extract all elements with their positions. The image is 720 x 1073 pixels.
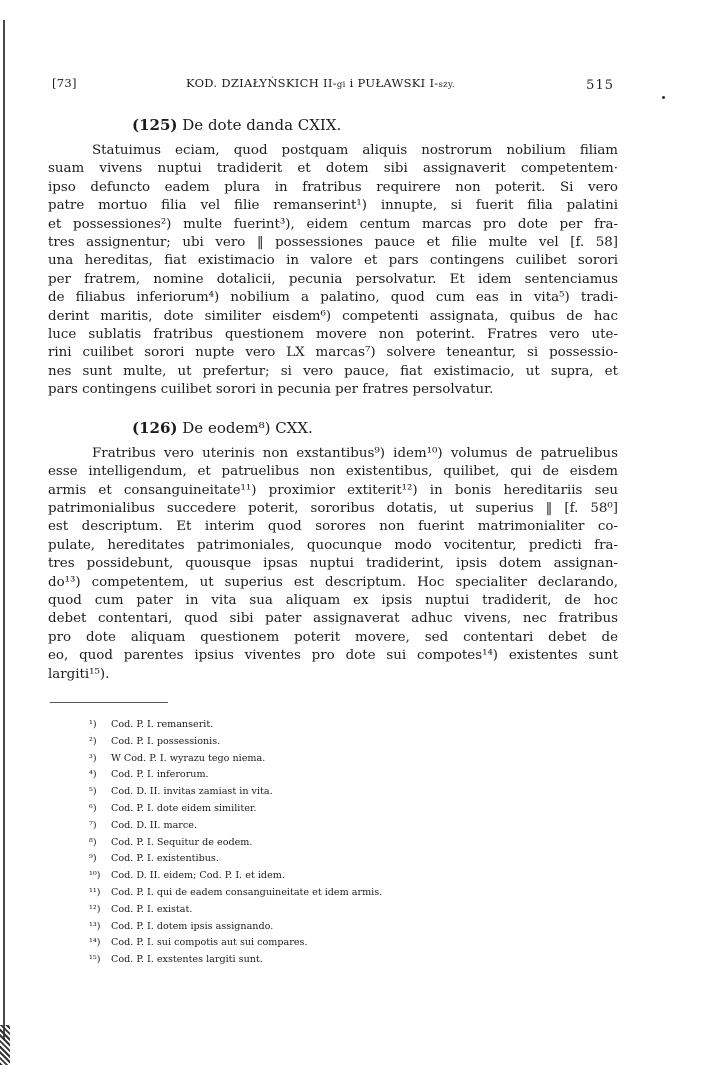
- line-text: luce sublatis fratribus questionem movere non poterint. Fratres vero ute-: [48, 327, 618, 343]
- footnote-item: [89, 851, 618, 868]
- footnote-marker: ³): [89, 752, 97, 764]
- line-text: esse intelligendum, et patruelibus non existentibus, quilibet, qui de eisdem: [48, 464, 618, 480]
- text-line: [48, 271, 618, 289]
- text-line: [48, 500, 618, 518]
- binding-mark: [0, 1025, 10, 1065]
- footnote-item: [89, 902, 618, 919]
- footnote-item: [89, 835, 618, 852]
- footnote-item: [89, 935, 618, 952]
- margin-dot: [662, 96, 665, 99]
- text-line: [48, 537, 618, 555]
- footnote-text: Cod. P. I. Sequitur de eodem.: [111, 836, 253, 848]
- text-line: [48, 518, 618, 536]
- footnote-item: [89, 952, 618, 969]
- line-text: per fratrem, nomine dotalicii, pecunia persolvatur. Et idem sentenciamus: [48, 271, 618, 287]
- line-text: quod cum pater in vita sua aliquam ex ipsis nuptui tradiderit, de hoc: [48, 592, 618, 608]
- text-line: [48, 252, 618, 270]
- line-text: armis et consanguineitate¹¹) proximior extiterit¹²) in bonis hereditariis seu: [48, 482, 618, 498]
- line-text: patre mortuo filia vel filie remanserint¹) innupte, si fuerit filia palatini: [48, 198, 618, 214]
- footnote-item: [89, 868, 618, 885]
- text-line: [48, 463, 618, 481]
- text-line: [48, 666, 618, 684]
- line-text: una hereditas, fiat existimacio in valore et pars contingens cuilibet sorori: [48, 253, 618, 269]
- footnote-marker: ²): [89, 735, 97, 747]
- footnote-marker: ⁹): [89, 853, 97, 865]
- footnote-text: Cod. P. I. possessionis.: [111, 735, 221, 747]
- footnote-text: Cod. P. I. existat.: [111, 903, 193, 915]
- line-text: eo, quod parentes ipsius viventes pro dote sui compotes¹⁴) existentes sunt: [48, 648, 618, 664]
- footnote-item: [89, 784, 618, 801]
- footnote-marker: ⁶): [89, 802, 97, 814]
- line-text: pro dote aliquam questionem poterit movere, sed contentari debet de: [48, 629, 618, 645]
- page-number: 515: [586, 78, 614, 93]
- text-line: [48, 179, 618, 197]
- text-line: [48, 592, 618, 610]
- footnote-text: Cod. D. II. marce.: [111, 819, 197, 831]
- footnote-marker: ⁸): [89, 836, 97, 848]
- line-text: derint maritis, dote similiter eisdem⁶) competenti assignata, quibus de hac: [48, 308, 618, 324]
- footnote-text: Cod. P. I. qui de eadem consanguineitate et idem armis.: [111, 886, 383, 898]
- line-text: pars contingens cuilibet sorori in pecunia per fratres persolvatur.: [48, 382, 494, 398]
- section-125-body: [48, 142, 618, 400]
- line-text: pulate, hereditates patrimoniales, quocunque modo vocitentur, predicti fra-: [48, 537, 618, 553]
- footnote-marker: ⁷): [89, 819, 97, 831]
- footnote-text: W Cod. P. I. wyrazu tego niema.: [111, 752, 266, 764]
- footnote-item: [89, 885, 618, 902]
- footnote-marker: ¹): [89, 718, 97, 730]
- text-line: [48, 344, 618, 362]
- footnote-item: [89, 818, 618, 835]
- footnote-marker: ¹⁴): [89, 937, 101, 949]
- footnote-marker: ¹⁵): [89, 954, 101, 966]
- footnote-marker: ¹¹): [89, 886, 101, 898]
- text-line: [48, 308, 618, 326]
- line-text: Fratribus vero uterinis non exstantibus⁹) idem¹⁰) volumus de patruelibus: [92, 445, 618, 461]
- line-text: largiti¹⁵).: [48, 666, 110, 682]
- text-line: [48, 216, 618, 234]
- footnote-item: [89, 734, 618, 751]
- text-line: [48, 160, 618, 178]
- footnote-text: Cod. P. I. existentibus.: [111, 853, 219, 865]
- text-line: [48, 234, 618, 252]
- running-title: KOD. DZIAŁYŃSKICH II-gi i PUŁAWSKI I-szy.: [186, 76, 455, 90]
- line-text: est descriptum. Et interim quod sorores non fuerint matrimonialiter co-: [48, 519, 618, 535]
- footnote-marker: ¹⁰): [89, 870, 101, 882]
- page-left-marker: [73]: [52, 76, 77, 90]
- text-line: [48, 647, 618, 665]
- text-line: [48, 574, 618, 592]
- footnote-text: Cod. P. I. sui compotis aut sui compares.: [111, 937, 308, 949]
- line-text: et possessiones²) multe fuerint³), eidem centum marcas pro dote per fra-: [48, 216, 618, 232]
- section-126-body: [48, 445, 618, 684]
- footnote-item: [89, 801, 618, 818]
- line-text: patrimonialibus succedere poterit, sororibus dotatis, ut superius ‖ [f. 58⁰]: [48, 500, 618, 516]
- line-text: suam vivens nuptui tradiderit et dotem sibi assignaverit competentem·: [48, 161, 618, 177]
- text-line: [48, 445, 618, 463]
- footnote-marker: ¹³): [89, 920, 101, 932]
- footnote-text: Cod. D. II. invitas zamiast in vita.: [111, 786, 273, 798]
- running-header: [48, 70, 618, 94]
- footnote-separator: [50, 702, 168, 703]
- line-text: de filiabus inferiorum⁴) nobilium a palatino, quod cum eas in vita⁵) tradi-: [48, 290, 618, 306]
- line-text: Statuimus eciam, quod postquam aliquis nostrorum nobilium filiam: [92, 143, 618, 158]
- text-line: [48, 142, 618, 160]
- text-line: [48, 482, 618, 500]
- text-line: [48, 289, 618, 307]
- footnote-text: Cod. P. I. inferorum.: [111, 769, 209, 781]
- line-text: tres assignentur; ubi vero ‖ possessiones pauce et filie multe vel [f. 58]: [48, 235, 618, 251]
- text-line: [48, 326, 618, 344]
- text-line: [48, 555, 618, 573]
- text-line: [48, 610, 618, 628]
- footnote-text: Cod. P. I. dotem ipsis assignando.: [111, 920, 274, 932]
- line-text: nes sunt multe, ut prefertur; si vero pauce, fiat existimacio, ut supra, et: [48, 363, 618, 379]
- line-text: do¹³) competentem, ut superius est descriptum. Hoc specialiter declarando,: [48, 574, 618, 590]
- footnote-text: Cod. P. I. remanserit.: [111, 718, 214, 730]
- footnote-item: [89, 767, 618, 784]
- text-line: [48, 381, 618, 399]
- text-line: [48, 363, 618, 381]
- document-page: [48, 70, 618, 969]
- line-text: debet contentari, quod sibi pater assignaverat adhuc vivens, nec fratribus: [48, 611, 618, 627]
- text-line: [48, 197, 618, 215]
- line-text: rini cuilibet sorori nupte vero LX marcas⁷) solvere teneantur, si possessio-: [48, 345, 618, 361]
- footnote-item: [89, 717, 618, 734]
- line-text: ipso defuncto eadem plura in fratribus requirere non poterit. Si vero: [48, 179, 618, 195]
- line-text: tres possidebunt, quousque ipsas nuptui tradiderint, ipsis dotem assignan-: [48, 556, 618, 572]
- footnote-text: Cod. P. I. exstentes largiti sunt.: [111, 954, 263, 966]
- footnote-marker: ⁵): [89, 786, 97, 798]
- section-heading-126: (126) De eodem⁸) CXX.: [132, 418, 313, 437]
- footnote-text: Cod. P. I. dote eidem similiter.: [111, 802, 257, 814]
- footnote-item: [89, 751, 618, 768]
- footnote-marker: ¹²): [89, 903, 101, 915]
- footnote-text: Cod. D. II. eidem; Cod. P. I. et idem.: [111, 870, 285, 882]
- footnote-item: [89, 919, 618, 936]
- footnote-marker: ⁴): [89, 769, 97, 781]
- page-spine-edge: [3, 20, 5, 1040]
- section-heading-125: (125) De dote danda CXIX.: [132, 116, 342, 134]
- text-line: [48, 629, 618, 647]
- footnotes-list: [89, 717, 618, 969]
